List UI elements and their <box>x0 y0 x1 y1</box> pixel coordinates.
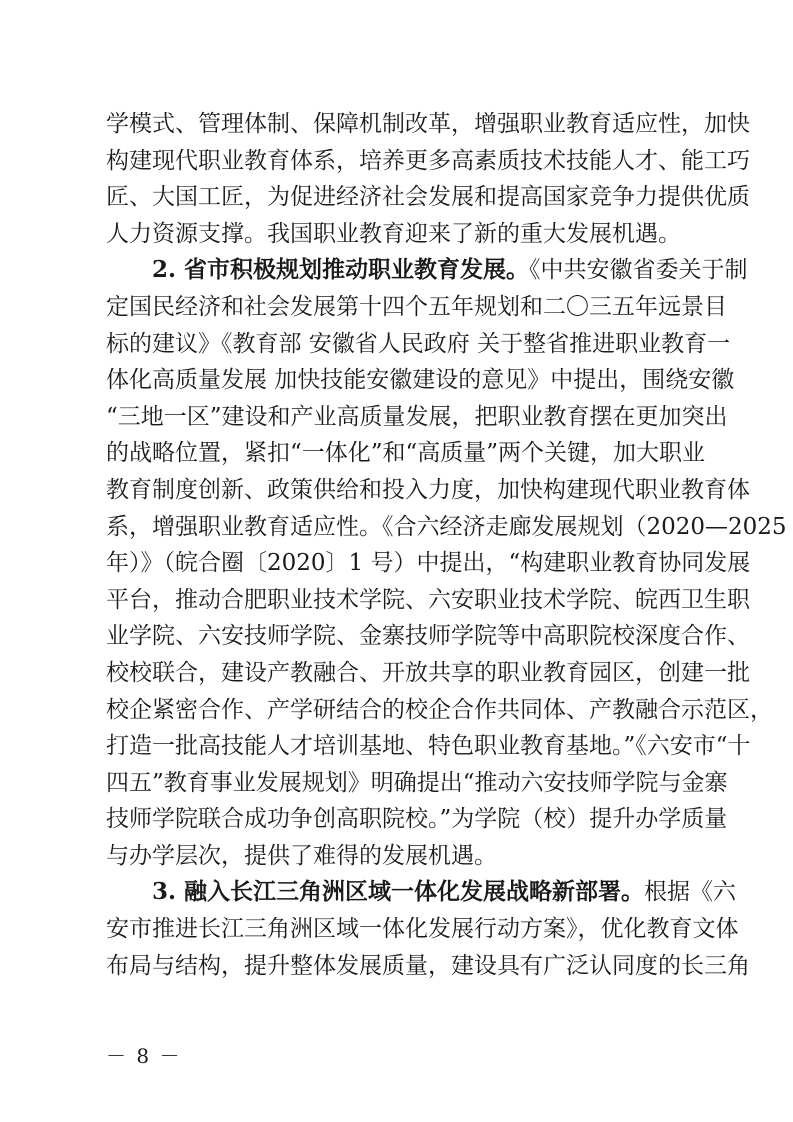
text-line: 校校联合，建设产教融合、开放共享的职业教育园区，创建一批 <box>106 659 750 686</box>
text-line: 匠、大国工匠，为促进经济社会发展和提高国家竞争力提供优质 <box>106 184 750 211</box>
section-2-heading: 2. 省市积极规划推动职业教育发展。 <box>152 256 530 284</box>
text-line: 系，增强职业教育适应性。《合六经济走廊发展规划（2020—2025 <box>106 513 787 540</box>
text-line: “三地一区”建设和产业高质量发展，把职业教育摆在更加突出 <box>106 403 728 430</box>
text-line: 打造一批高技能人才培训基地、特色职业教育基地。”《六安市“十 <box>106 733 751 760</box>
text-line: 技师学院联合成功争创高职院校。”为学院（校）提升办学质量 <box>106 806 728 833</box>
text-line: 构建现代职业教育体系，培养更多高素质技术技能人才、能工巧 <box>106 147 750 174</box>
text-line: 布局与结构，提升整体发展质量，建设具有广泛认同度的长三角 <box>106 952 750 979</box>
text-run: 根据《六 <box>644 879 737 906</box>
section-3-first-line <box>106 874 737 911</box>
text-line: 业学院、六安技师学院、金寨技师学院等中高职院校深度合作、 <box>106 623 750 650</box>
section-3-heading: 3. 融入长江三角洲区域一体化发展战略新部署。 <box>152 878 645 906</box>
text-line: 校企紧密合作、产学研结合的校企合作共同体、产教融合示范区， <box>106 696 773 723</box>
text-line: 与办学层次，提供了难得的发展机遇。 <box>106 842 497 869</box>
text-line: 四五”教育事业发展规划》明确提出“推动六安技师学院与金寨 <box>106 769 728 796</box>
body-text <box>106 106 787 984</box>
page-number: － 8 － <box>106 1044 182 1068</box>
text-line: 体化高质量发展 加快技能安徽建设的意见》中提出，围绕安徽 <box>106 367 735 394</box>
text-line: 平台，推动合肥职业技术学院、六安职业技术学院、皖西卫生职 <box>106 586 750 613</box>
text-line: 安市推进长江三角洲区域一体化发展行动方案》，优化教育文体 <box>106 916 739 943</box>
text-line: 的战略位置，紧扣“一体化”和“高质量”两个关键，加大职业 <box>106 440 706 467</box>
text-line: 学模式、管理体制、保障机制改革，增强职业教育适应性，加快 <box>106 111 750 137</box>
text-line: 年）》（皖合圈〔2020〕1 号）中提出，“构建职业教育协同发展 <box>106 550 751 577</box>
text-line: 定国民经济和社会发展第十四个五年规划和二〇三五年远景目 <box>106 293 727 320</box>
text-run: 《中共安徽省委关于制 <box>529 257 748 284</box>
text-line: 标的建议》《教育部 安徽省人民政府 关于整省推进职业教育一 <box>106 330 731 357</box>
text-line: 教育制度创新、政策供给和投入力度，加快构建现代职业教育体 <box>106 476 750 503</box>
text-line: 人力资源支撑。我国职业教育迎来了新的重大发展机遇。 <box>106 220 681 247</box>
section-2-first-line <box>106 252 748 289</box>
